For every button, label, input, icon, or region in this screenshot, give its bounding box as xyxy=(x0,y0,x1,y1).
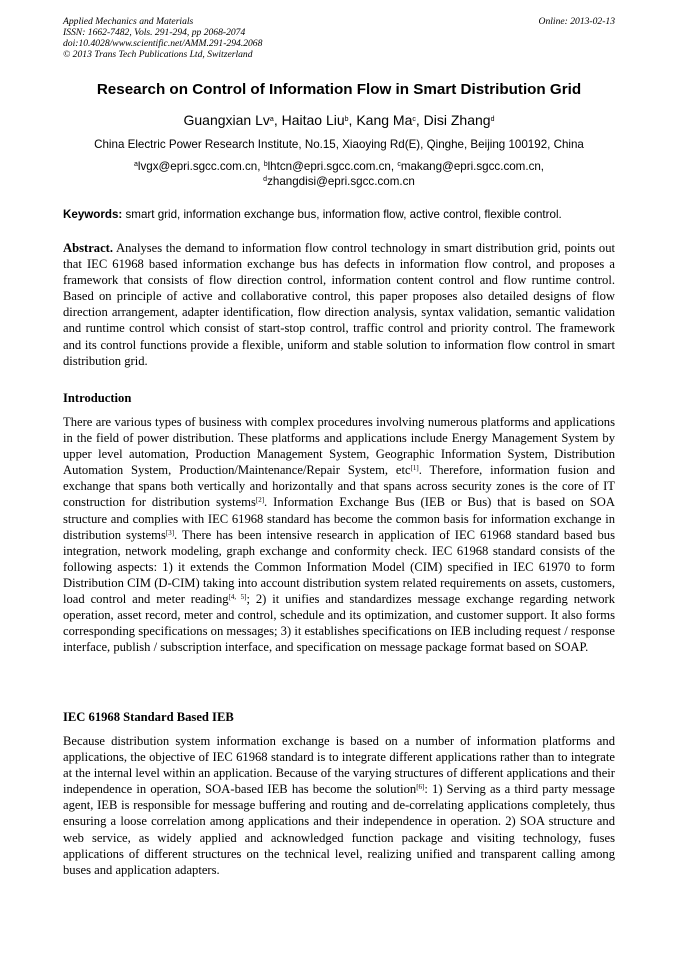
intro-text-4: . There has been intensive research in application of IEC 61968 standard based bus integration, network modeling, graph exchange and conformity check. IEC 61968 standard consists of the following aspects: 1) it extends the Common Information Model (CIM) specified in IEC 61970 to form Distribution CIM (D-CIM) taking into account distribution system related requirements on assets, customers, load control and meter reading xyxy=(63,527,615,607)
email-address[interactable]: lvgx@epri.sgcc.com.cn, xyxy=(137,160,261,173)
abstract-label: Abstract. xyxy=(63,241,114,255)
journal-header xyxy=(63,16,615,60)
issn-line: ISSN: 1662-7482, Vols. 291-294, pp 2068-2074 xyxy=(63,27,246,38)
doi-line[interactable]: doi:10.4028/www.scientific.net/AMM.291-294.2068 xyxy=(63,38,263,49)
email-address[interactable]: zhangdisi@epri.sgcc.com.cn xyxy=(267,175,415,188)
intro-text-5: ; 2) it unifies and standardizes message exchange regarding network operation, asset record, meter and control, schedule and its optimization, and customer support. It also forms corresponding specifications on messages; 3) it establishes specifications on IEB including request / response interface, publish / subscription interface, and specification on message package format based on SOAP. xyxy=(63,592,615,655)
author-sup: d xyxy=(490,116,495,123)
intro-text-1: There are various types of business with complex procedures involving numerous platforms and applications in the field of power distribution. These platforms and applications include Energy Management System by upper level automation, Production Management System, Geographic Information System, Distribution Automation System, Production/Maintenance/Repair System, etc xyxy=(63,415,615,478)
section-heading-iec-61968: IEC 61968 Standard Based IEB xyxy=(63,710,234,724)
iec-section-paragraph xyxy=(63,733,615,878)
author-sup: a xyxy=(269,116,274,123)
author-name: Haitao Liu xyxy=(281,112,345,128)
citation-ref[interactable]: [4, 5] xyxy=(228,593,247,602)
journal-name: Applied Mechanics and Materials xyxy=(63,16,194,27)
email-sup: c xyxy=(397,161,401,168)
email-address[interactable]: makang@epri.sgcc.com.cn, xyxy=(400,160,545,173)
email-sup: d xyxy=(263,176,268,183)
email-list xyxy=(40,159,638,189)
email-sup: b xyxy=(263,161,268,168)
author-name: Disi Zhang xyxy=(423,112,491,128)
citation-ref[interactable]: [6] xyxy=(416,783,425,792)
online-date: Online: 2013-02-13 xyxy=(538,16,615,27)
affiliation: China Electric Power Research Institute, No.15, Xiaoying Rd(E), Qinghe, Beijing 100192, China xyxy=(94,138,584,151)
intro-text-2: . Therefore, information fusion and exchange that spans both vertically and horizontally and that spans across security zones is the core of IT construction for distribution systems xyxy=(63,463,615,510)
author-name: Guangxian Lv xyxy=(183,112,270,128)
introduction-paragraph xyxy=(63,414,615,655)
keywords xyxy=(63,208,615,222)
paper-title: Research on Control of Information Flow in Smart Distribution Grid xyxy=(96,81,582,98)
citation-ref[interactable]: [1] xyxy=(410,464,419,473)
author-list: Guangxian Lv$^a$, Haitao Liu$^b$, Kang Ma$^c$, Disi Zhang$^d$ xyxy=(183,112,495,128)
copyright-line: © 2013 Trans Tech Publications Ltd, Switzerland xyxy=(63,49,253,60)
citation-ref[interactable]: [2] xyxy=(255,496,265,505)
email-address[interactable]: lhtcn@epri.sgcc.com.cn, xyxy=(267,160,395,173)
keywords-label: Keywords: xyxy=(63,208,123,221)
intro-text-3: . Information Exchange Bus (IEB or Bus) that is based on SOA structure and complies with IEC 61968 standard has become the common basis for information exchange in distribution systems xyxy=(63,495,615,542)
iec-text-2: : 1) Serving as a third party message agent, IEB is responsible for message buffering and routing and de-correlating applications completely, thus ensuring a loose correlation among applications and their independence in operation. 2) SOA structure and web service, as widely applied and acknowledged function package and visiting technology, fuses applications of different structures on the technical level, realizing unified and transparent calling among buses and application adapters. xyxy=(63,782,615,877)
abstract-text: Analyses the demand to information flow control technology in smart distribution grid, points out that IEC 61968 based information exchange bus has defects in information flow control, and proposes a framework that consists of flow direction control, information content control and flow runtime control. Based on principle of active and collaborative control, this paper proposes also detailed designs of flow direction arrangement, adapter identification, flow direction analysis, syntax validation, semantic validation and runtime control which consist of start-stop control, traffic control and priority control. The framework and its control functions provide a flexible, uniform and stable solution to information flow control in smart distribution grid. xyxy=(63,241,615,368)
section-heading-introduction: Introduction xyxy=(63,391,132,405)
abstract xyxy=(63,240,615,369)
author-sup: b xyxy=(344,116,349,123)
author-sup: c xyxy=(412,116,416,123)
citation-ref[interactable]: [3] xyxy=(165,528,175,537)
email-sup: a xyxy=(133,161,138,168)
iec-text-1: Because distribution system information exchange is based on a number of information platforms and applications, the objective of IEC 61968 standard is to integrate different applications rather than to integrate at the internal level within an application. Because of the varying structures of different applications and their independence in operation, SOA-based IEB has become the solution xyxy=(63,734,615,797)
keywords-text: smart grid, information exchange bus, information flow, active control, flexible control. xyxy=(122,208,562,221)
author-name: Kang Ma xyxy=(356,112,413,128)
